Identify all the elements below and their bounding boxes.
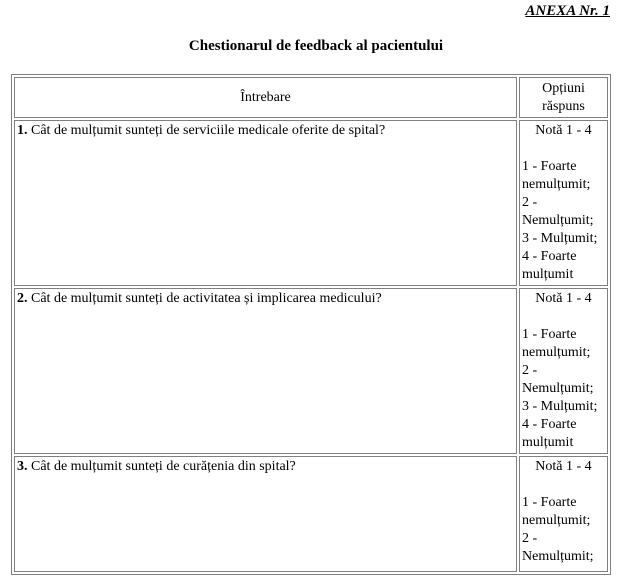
option-line: mulțumit [522, 435, 574, 450]
option-line: 2 - [522, 531, 538, 546]
option-line: 3 - Mulțumit; [522, 399, 598, 414]
option-line: 2 - [522, 363, 538, 378]
options-cell [519, 456, 608, 572]
option-line: 4 - Foarte [522, 249, 577, 264]
table-row [14, 288, 608, 454]
option-line: 1 - Foarte [522, 159, 577, 174]
question-text: Cât de mulțumit sunteți de activitatea și implicarea medicului? [27, 291, 382, 306]
question-cell [14, 120, 517, 286]
option-line: nemulțumit; [522, 345, 591, 360]
table-row [14, 456, 608, 572]
question-text: Cât de mulțumit sunteți de serviciile medicale oferite de spital? [27, 123, 386, 138]
option-line: Nemulțumit; [522, 381, 594, 396]
annex-label: ANEXA Nr. 1 [525, 3, 610, 19]
option-line: nemulțumit; [522, 177, 591, 192]
option-line: mulțumit [522, 267, 574, 282]
option-line: 2 - [522, 195, 538, 210]
options-header-line2: răspuns [542, 98, 585, 114]
option-line: 4 - Foarte [522, 417, 577, 432]
option-line: Nemulțumit; [522, 549, 594, 564]
question-cell [14, 288, 517, 454]
rating-note: Notă 1 - 4 [535, 123, 592, 138]
option-line: Nemulțumit; [522, 213, 594, 228]
page-title: Chestionarul de feedback al pacientului [188, 38, 444, 54]
options-cell [519, 120, 608, 286]
options-cell [519, 288, 608, 454]
option-line: 1 - Foarte [522, 327, 577, 342]
rating-note: Notă 1 - 4 [535, 291, 592, 306]
question-number: 2. [17, 291, 28, 306]
option-line: nemulțumit; [522, 513, 591, 528]
rating-note: Notă 1 - 4 [535, 459, 592, 474]
table-row [14, 120, 608, 286]
option-line: 3 - Mulțumit; [522, 231, 598, 246]
question-number: 1. [17, 123, 28, 138]
option-line: 1 - Foarte [522, 495, 577, 510]
question-text: Cât de mulțumit sunteți de curățenia din spital? [27, 459, 296, 474]
options-column-header [519, 77, 608, 118]
options-header-line1: Opțiuni [542, 80, 585, 96]
question-cell [14, 456, 517, 572]
feedback-table [11, 74, 611, 575]
question-number: 3. [17, 459, 28, 474]
question-column-header: Întrebare [14, 77, 517, 118]
table-header-row [14, 77, 608, 118]
